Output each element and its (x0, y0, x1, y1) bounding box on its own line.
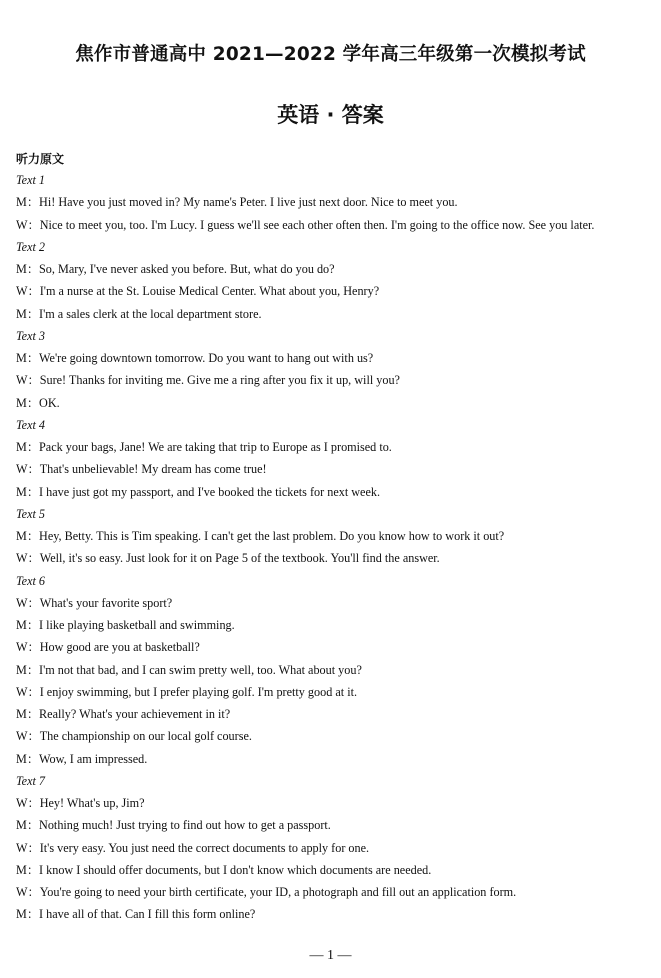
dialogue-line (16, 458, 648, 480)
speaker-label: W (16, 840, 28, 855)
dialogue-line (16, 614, 648, 636)
speaker-colon: ： (27, 462, 40, 477)
speaker-label: M (16, 484, 27, 499)
dialogue-line (16, 592, 648, 614)
dialogue-text: Nice to meet you, too. I'm Lucy. I guess we'll see each other often then. I'm going to the office now. See you later. (39, 217, 595, 232)
speaker-colon: ： (26, 395, 40, 410)
dialogue-text: OK. (39, 395, 60, 410)
speaker-colon: ： (26, 306, 40, 321)
dialogue-line (16, 392, 648, 414)
speaker-label: M (16, 818, 27, 833)
text-label: Text 6 (16, 573, 46, 588)
dialogue-text: Wow, I am impressed. (39, 751, 148, 766)
speaker-colon: ： (27, 729, 40, 744)
dialogue-text: We're going downtown tomorrow. Do you want to hang out with us? (39, 351, 374, 365)
speaker-colon: ： (26, 707, 40, 721)
dialogue-text: I know I should offer documents, but I don't know which documents are needed. (39, 862, 432, 877)
dialogue-line (16, 481, 648, 503)
speaker-colon: ： (27, 551, 40, 566)
dialogue-text: Well, it's so easy. Just look for it on Page 5 of the textbook. You'll find the answer. (39, 551, 440, 566)
text-label: Text 5 (16, 506, 46, 521)
speaker-label: M (16, 862, 27, 877)
speaker-colon: ： (26, 484, 40, 499)
speaker-label: M (16, 907, 27, 922)
speaker-label: M (16, 440, 27, 454)
speaker-label: M (16, 351, 27, 365)
speaker-colon: ： (27, 640, 40, 655)
dialogue-line (16, 547, 648, 569)
speaker-label: W (16, 729, 28, 744)
speaker-label: M (16, 306, 27, 321)
section-heading: 听力原文 (16, 152, 65, 166)
speaker-label: W (16, 885, 28, 899)
speaker-colon: ： (27, 684, 40, 699)
transcript-body (16, 169, 648, 926)
dialogue-line (16, 681, 648, 703)
speaker-colon: ： (26, 440, 40, 454)
dialogue-line (16, 347, 648, 369)
dialogue-line (16, 303, 648, 325)
speaker-label: M (16, 707, 27, 721)
speaker-label: M (16, 529, 27, 543)
speaker-colon: ： (26, 662, 40, 677)
dialogue-text: Sure! Thanks for inviting me. Give me a ring after you fix it up, will you? (39, 373, 400, 388)
dialogue-text: Nothing much! Just trying to find out how to get a passport. (39, 818, 331, 833)
text-label: Text 1 (16, 173, 46, 187)
speaker-colon: ： (26, 529, 40, 543)
dialogue-text: I'm a nurse at the St. Louise Medical Center. What about you, Henry? (39, 284, 380, 299)
dialogue-line (16, 881, 648, 903)
speaker-colon: ： (26, 618, 40, 632)
dialogue-text: How good are you at basketball? (39, 640, 200, 655)
dialogue-line (16, 280, 648, 302)
speaker-label: W (16, 284, 28, 299)
speaker-colon: ： (27, 885, 40, 899)
speaker-colon: ： (27, 595, 40, 610)
speaker-label: W (16, 551, 28, 566)
speaker-colon: ： (27, 284, 40, 299)
speaker-label: W (16, 595, 28, 610)
dialogue-line (16, 214, 648, 236)
speaker-colon: ： (26, 862, 40, 877)
speaker-label: M (16, 195, 27, 210)
dialogue-text: Hey! What's up, Jim? (39, 796, 145, 810)
speaker-colon: ： (27, 840, 40, 855)
speaker-colon: ： (26, 907, 40, 922)
page-number: — 1 — (309, 948, 352, 963)
speaker-colon: ： (26, 751, 40, 766)
dialogue-text: I'm not that bad, and I can swim pretty well, too. What about you? (39, 662, 362, 677)
dialogue-text: Hi! Have you just moved in? My name's Peter. I live just next door. Nice to meet you. (39, 195, 458, 210)
text-label: Text 4 (16, 417, 46, 432)
dialogue-text: I have all of that. Can I fill this form online? (39, 907, 256, 922)
dialogue-line (16, 903, 648, 925)
dialogue-line (16, 703, 648, 725)
dialogue-text: You're going to need your birth certificate, your ID, a photograph and fill out an application form. (39, 885, 517, 899)
dialogue-text: I like playing basketball and swimming. (39, 618, 235, 632)
document-title: 焦作市普通高中 2021—2022 学年高三年级第一次模拟考试 (75, 44, 586, 65)
speaker-colon: ： (26, 351, 40, 365)
dialogue-text: That's unbelievable! My dream has come true! (39, 462, 267, 477)
dialogue-text: The championship on our local golf course. (39, 729, 252, 744)
dialogue-text: Really? What's your achievement in it? (39, 707, 231, 721)
dialogue-line (16, 436, 648, 458)
speaker-label: W (16, 373, 28, 388)
speaker-label: W (16, 217, 28, 232)
speaker-colon: ： (27, 373, 40, 388)
dialogue-line (16, 191, 648, 213)
dialogue-line (16, 258, 648, 280)
text-label: Text 7 (16, 773, 46, 788)
dialogue-line (16, 659, 648, 681)
dialogue-line (16, 636, 648, 658)
dialogue-text: Pack your bags, Jane! We are taking that trip to Europe as I promised to. (39, 440, 392, 454)
text-label: Text 2 (16, 239, 46, 254)
dialogue-line (16, 859, 648, 881)
dialogue-text: I enjoy swimming, but I prefer playing golf. I'm pretty good at it. (39, 684, 358, 699)
dialogue-line (16, 369, 648, 391)
dialogue-line (16, 748, 648, 770)
speaker-label: M (16, 618, 27, 632)
dialogue-text: What's your favorite sport? (39, 595, 173, 610)
dialogue-text: It's very easy. You just need the correct documents to apply for one. (39, 840, 370, 855)
dialogue-line (16, 525, 648, 547)
speaker-colon: ： (26, 818, 40, 833)
speaker-label: W (16, 462, 28, 477)
dialogue-line (16, 792, 648, 814)
speaker-colon: ： (27, 796, 40, 810)
speaker-label: M (16, 751, 27, 766)
dialogue-text: Hey, Betty. This is Tim speaking. I can't get the last problem. Do you know how to work it out? (39, 529, 505, 543)
dialogue-text: I'm a sales clerk at the local department store. (39, 306, 262, 321)
speaker-label: W (16, 796, 28, 810)
text-label: Text 3 (16, 328, 46, 343)
dialogue-text: So, Mary, I've never asked you before. But, what do you do? (39, 262, 335, 276)
speaker-colon: ： (27, 217, 40, 232)
speaker-label: M (16, 262, 27, 276)
speaker-label: M (16, 395, 27, 410)
speaker-colon: ： (26, 262, 40, 276)
dialogue-line (16, 814, 648, 836)
dialogue-line (16, 725, 648, 747)
document-subtitle: 英语 · 答案 (277, 103, 384, 127)
dialogue-line (16, 837, 648, 859)
speaker-label: W (16, 640, 28, 655)
speaker-label: W (16, 684, 28, 699)
dialogue-text: I have just got my passport, and I've booked the tickets for next week. (39, 484, 381, 499)
speaker-colon: ： (26, 195, 40, 210)
speaker-label: M (16, 662, 27, 677)
